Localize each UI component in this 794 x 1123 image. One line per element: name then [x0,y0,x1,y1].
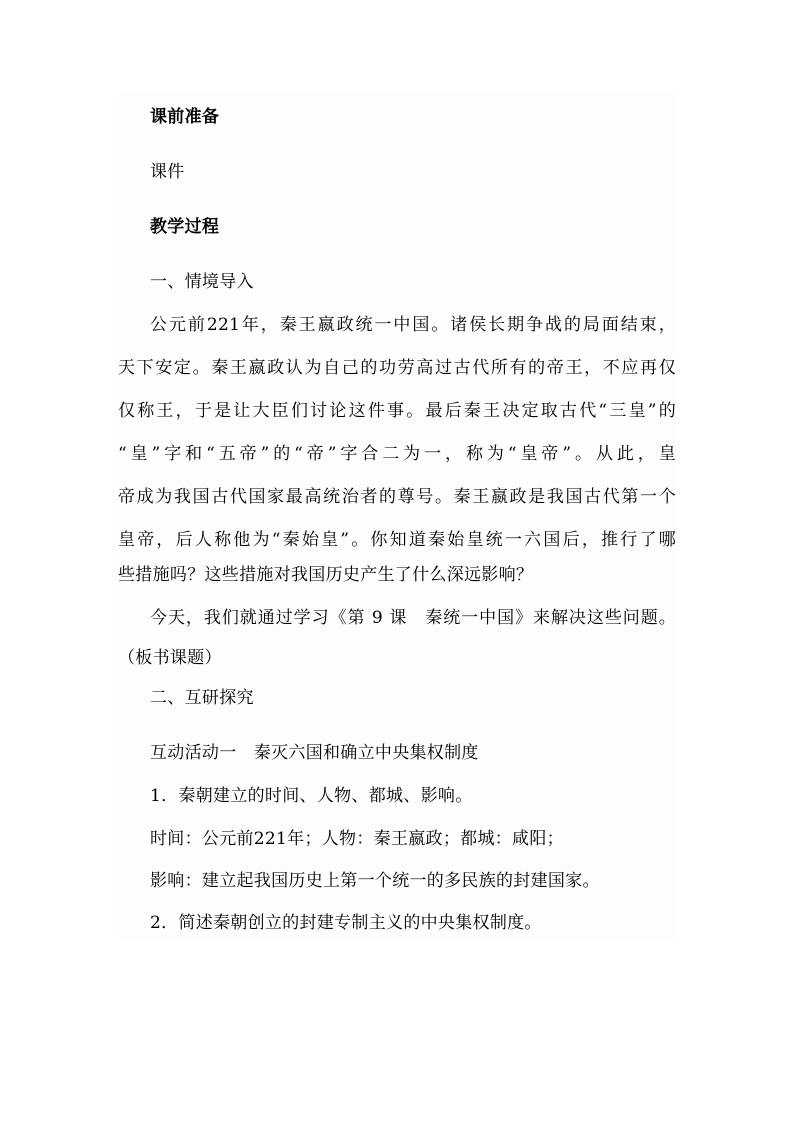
paragraph2-line: 今天，我们就通过学习《第 9 课 秦统一中国》来解决这些问题。 [150,608,676,628]
paragraph1-line: 公元前221年，秦王嬴政统一中国。诸侯长期争战的局面结束， [150,315,676,335]
activity-title: 互动活动一 秦灭六国和确立中央集权制度 [150,743,479,763]
paragraph1-line: 天下安定。秦王嬴政认为自己的功劳高过古代所有的帝王，不应再仅 [118,358,676,378]
document-page [118,92,676,940]
paragraph1-line: 帝成为我国古代国家最高统治者的尊号。秦王嬴政是我国古代第一个 [118,487,676,507]
question-2: 2．简述秦朝创立的封建专制主义的中央集权制度。 [150,913,542,933]
prep-item: 课件 [150,162,185,182]
part2-title: 二、互研探究 [150,688,254,708]
prep-heading: 课前准备 [150,107,220,127]
paragraph1-line: 皇帝，后人称他为“秦始皇”。你知道秦始皇统一六国后，推行了哪 [118,530,676,550]
part1-title: 一、情境导入 [150,272,254,292]
paragraph1-line: “皇”字和“五帝”的“帝”字合二为一，称为“皇帝”。从此，皇 [118,444,676,464]
paragraph2-line: （板书课题） [118,648,222,668]
answer-1-line: 影响：建立起我国历史上第一个统一的多民族的封建国家。 [150,871,600,891]
answer-1-line: 时间：公元前221年；人物：秦王嬴政；都城：咸阳； [150,829,564,849]
paragraph1-line: 些措施吗？这些措施对我国历史产生了什么深远影响？ [118,565,534,585]
paragraph1-line: 仅称王，于是让大臣们讨论这件事。最后秦王决定取古代“三皇”的 [118,401,676,421]
question-1: 1．秦朝建立的时间、人物、都城、影响。 [150,786,473,806]
process-heading: 教学过程 [150,217,220,237]
